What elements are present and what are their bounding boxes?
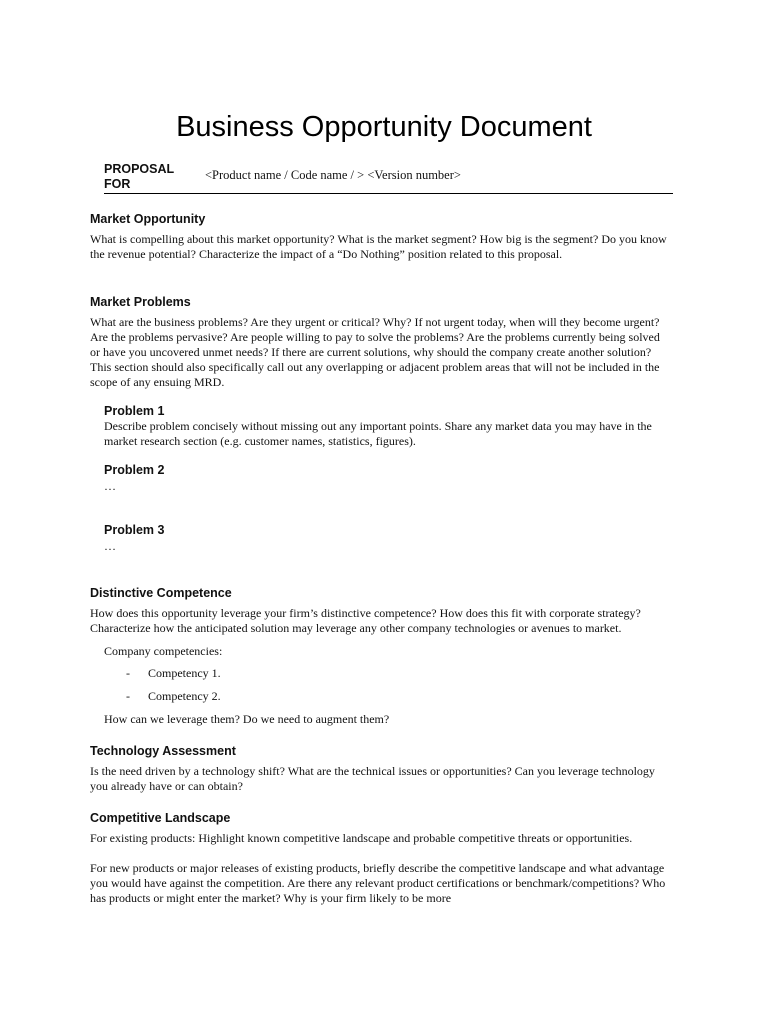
list-item: Competency 1.	[148, 666, 221, 680]
problem-2-body: …	[104, 479, 116, 493]
proposal-value: <Product name / Code name / > <Version number>	[205, 168, 461, 182]
competitive-landscape-existing: For existing products: Highlight known competitive landscape and probable competitive threats or opportunities.	[90, 831, 633, 845]
problem-2-heading: Problem 2	[104, 463, 165, 477]
problem-1-body: Describe problem concisely without missing out any important points. Share any market data you may have in the market research section (e.g. customer names, statistics, figures).	[104, 419, 652, 448]
proposal-label: PROPOSAL FOR	[104, 162, 174, 191]
competencies-intro: Company competencies:	[104, 644, 223, 658]
market-opportunity-body: What is compelling about this market opportunity? What is the market segment? How big is the segment? Do you know the revenue potential? Characterize the impact of a “Do Nothing” position related to this proposal.	[90, 232, 667, 261]
competitive-landscape-new: For new products or major releases of existing products, briefly describe the competitive landscape and what advantage you would have against the competition. Are there any relevant product certifications or benchmark/competitions? Who has products or might enter the market? Why is your firm likely to be more	[90, 861, 666, 905]
problem-1-heading: Problem 1	[104, 404, 165, 418]
market-problems-body: What are the business problems? Are they urgent or critical? Why? If not urgent today, when will they become urgent? Are the problems pervasive? Are people willing to pay to solve the problems? Are the problems currently being solved or have you uncovered unmet needs? If there are current solutions, why should the company create another solution? This section should also specifically call out any overlapping or adjacent problem areas that will not be included in the scope of any ensuing MRD.	[90, 315, 660, 389]
distinctive-competence-heading: Distinctive Competence	[90, 586, 232, 600]
problem-3-body: …	[104, 539, 116, 553]
competitive-landscape-heading: Competitive Landscape	[90, 811, 231, 825]
proposal-field	[104, 162, 673, 194]
technology-assessment-body: Is the need driven by a technology shift? What are the technical issues or opportunities? Can you leverage technology you already have or can obtain?	[90, 764, 655, 793]
distinctive-competence-body: How does this opportunity leverage your firm’s distinctive competence? How does this fit with corporate strategy? Characterize how the anticipated solution may leverage any other company technologies or avenues to market.	[90, 606, 641, 635]
bullet-marker: -	[126, 689, 130, 703]
market-opportunity-heading: Market Opportunity	[90, 212, 206, 226]
technology-assessment-heading: Technology Assessment	[90, 744, 236, 758]
document-title: Business Opportunity Document	[176, 111, 592, 143]
competencies-question: How can we leverage them? Do we need to augment them?	[104, 712, 390, 726]
problem-3-heading: Problem 3	[104, 523, 165, 537]
market-problems-heading: Market Problems	[90, 295, 191, 309]
bullet-marker: -	[126, 666, 130, 680]
list-item: Competency 2.	[148, 689, 221, 703]
